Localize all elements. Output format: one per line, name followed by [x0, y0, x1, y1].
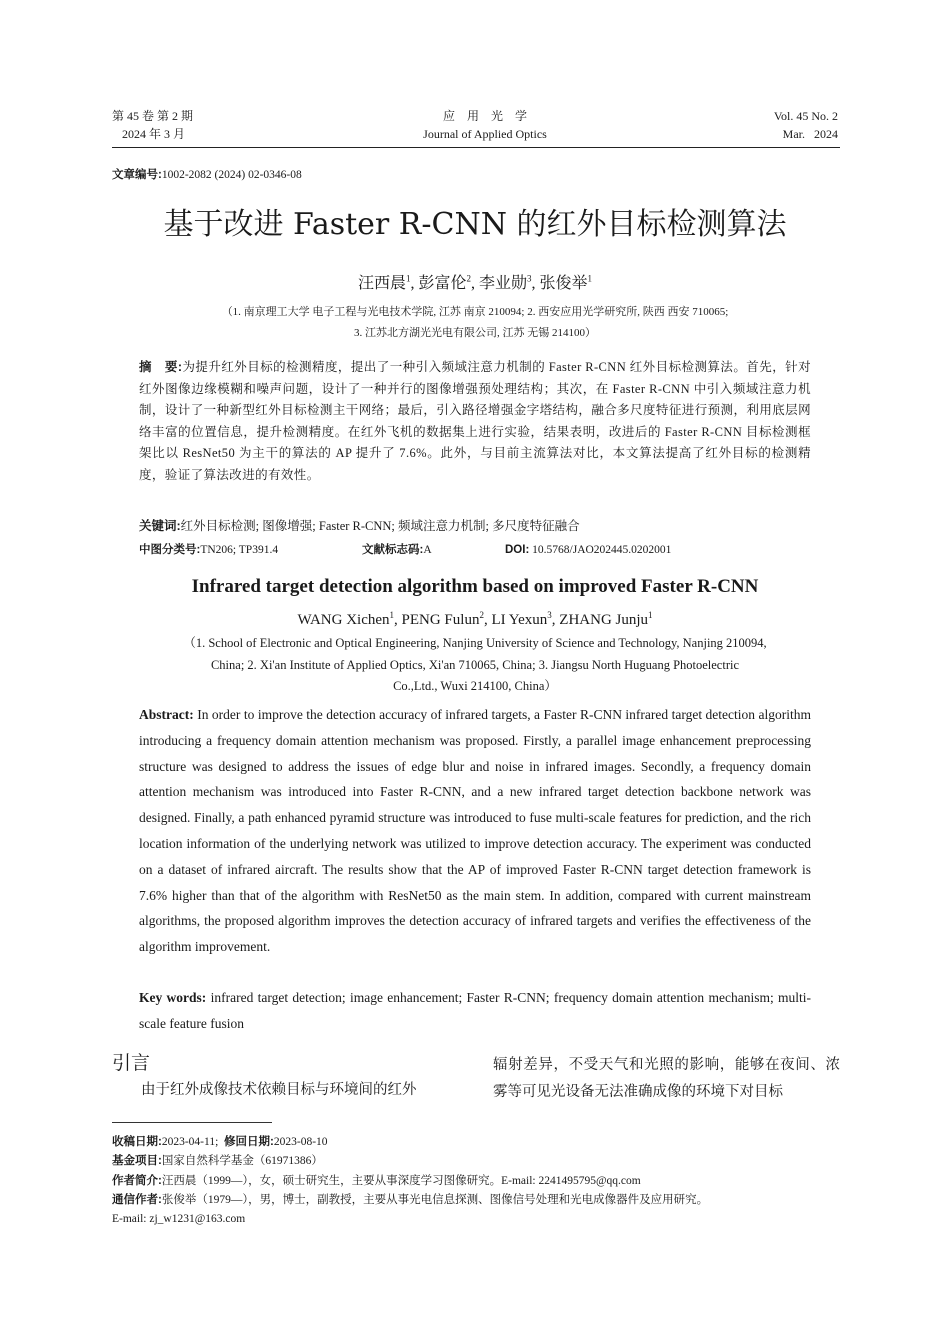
author-affil-marker: 1 — [405, 273, 411, 284]
footnote-corresponding — [112, 1191, 840, 1210]
footnote-author — [112, 1172, 840, 1191]
paper-title-en: Infrared target detection algorithm based on improved Faster R-CNN — [191, 576, 759, 597]
author-affil-marker: 3 — [527, 273, 532, 284]
volume-en: Vol. 45 No. 2 — [773, 109, 838, 123]
affiliation-line: 3. 江苏北方湖光光电有限公司, 江苏 无锡 214100） — [354, 327, 596, 339]
author-separator: , — [551, 612, 560, 628]
author-name: LI Yexun — [491, 612, 548, 628]
author-separator: , — [483, 612, 492, 628]
clc-value: TN206; TP391.4 — [200, 544, 279, 556]
author-affil-marker: 2 — [479, 610, 484, 620]
affiliation-line: （1. 南京理工大学 电子工程与光电技术学院, 江苏 南京 210094; 2. 西安应用光学研究所, 陕西 西安 710065; — [221, 306, 729, 318]
corresponding-email[interactable]: E-mail: zj_w1231@163.com — [112, 1213, 246, 1226]
author-separator: , — [531, 275, 536, 292]
author-bio-label: 作者简介: — [112, 1174, 162, 1187]
header-rule — [112, 147, 840, 148]
intro-left-column: 由于红外成像技术依赖目标与环境间的红外 — [141, 1082, 417, 1098]
fund-value: 国家自然科学基金（61971386） — [161, 1155, 323, 1168]
received-value: 2023-04-11; — [161, 1136, 219, 1148]
author-name: PENG Fulun — [401, 612, 480, 628]
author-separator: , — [471, 275, 475, 292]
keywords-cn — [139, 516, 811, 537]
header-right — [774, 107, 838, 143]
abstract-cn-text: 为提升红外目标的检测精度，提出了一种引入频域注意力机制的 Faster R-CNN 红外目标检测算法。首先，针对红外图像边缘模糊和噪声问题，设计了一种并行的图像增强预处理结构；其次，在 Faster R-CNN 中引入频域注意力机制，设计了一种新型红外目标检测主干网络；最后，引入路径增强金字塔结构，融合多尺度特征进行预测，利用底层网络丰富的位置信息，提升检测精度。在红外飞机的数据集上进行实验，结果表明，改进后的 Faster R-CNN 目标检测框架比以 ResNet50 为主干的算法的 AP 提升了 7.6%。此外，与目前主流算法对比，本文算法提高了红外目标的检测精度，验证了算法改进的有效性。 — [139, 360, 811, 482]
volume-cn: 第 45 卷 第 2 期 — [112, 109, 194, 123]
author-bio-value: 汪西晨（1999—），女，硕士研究生，主要从事深度学习图像研究。E-mail: 2241495795@qq.com — [161, 1174, 641, 1187]
keywords-en-label: Key words: — [139, 990, 207, 1005]
abstract-cn-label: 摘 要: — [139, 360, 183, 374]
footnote-rule — [112, 1122, 272, 1123]
date-en: Mar. 2024 — [782, 127, 838, 141]
clc-number — [139, 542, 278, 558]
header-center — [340, 107, 630, 143]
abstract-cn — [139, 357, 811, 487]
author-separator: , — [394, 612, 402, 628]
revised-value: 2023-08-10 — [273, 1136, 328, 1148]
header-left — [112, 107, 193, 143]
document-code — [362, 542, 432, 558]
date-cn: 2024 年 3 月 — [122, 127, 186, 141]
author-affil-marker: 3 — [547, 610, 552, 620]
author-name: 李业勋 — [479, 275, 528, 292]
keywords-en-text: infrared target detection; image enhancement; Faster R-CNN; frequency domain attention mechanism; multi-scale feature fusion — [139, 990, 811, 1031]
affiliation-line: Co.,Ltd., Wuxi 214100, China） — [393, 679, 557, 693]
revised-label: 修回日期: — [224, 1136, 274, 1148]
section-heading-intro: 引言 — [112, 1052, 151, 1074]
footnotes — [112, 1133, 840, 1229]
keywords-cn-label: 关键词: — [139, 519, 181, 533]
doi — [505, 542, 671, 558]
affiliation-line: （1. School of Electronic and Optical Engineering, Nanjing University of Science and Technology, Nanjing 210094, — [183, 636, 767, 650]
author-affil-marker: 1 — [587, 273, 593, 284]
journal-name-cn: 应用光学 — [442, 109, 539, 123]
paper-title-cn: 基于改进 Faster R-CNN 的红外目标检测算法 — [163, 207, 787, 242]
author-name: WANG Xichen — [297, 612, 390, 628]
author-name: 张俊举 — [539, 275, 588, 292]
author-list-cn — [0, 270, 950, 293]
corresponding-label: 通信作者: — [112, 1193, 162, 1206]
document-code-value: A — [423, 544, 432, 556]
received-label: 收稿日期: — [112, 1136, 162, 1148]
abstract-en — [139, 702, 811, 960]
author-separator: , — [410, 275, 415, 292]
clc-label: 中图分类号: — [139, 544, 201, 556]
footnote-fund — [112, 1152, 840, 1171]
article-number-label: 文章编号: — [112, 169, 162, 181]
doi-label: DOI: — [505, 544, 530, 556]
keywords-en — [139, 985, 811, 1037]
intro-right-column: 辐射差异，不受天气和光照的影响，能够在夜间、浓雾等可见光设备无法准确成像的环境下对目标 — [493, 1057, 840, 1100]
affiliations-en — [145, 633, 805, 698]
fund-label: 基金项目: — [112, 1155, 162, 1168]
abstract-en-label: Abstract: — [139, 707, 194, 722]
affiliations-cn — [150, 302, 800, 344]
author-name: ZHANG Junju — [559, 612, 649, 628]
author-affil-marker: 1 — [648, 610, 653, 620]
author-affil-marker: 2 — [466, 273, 471, 284]
document-code-label: 文献标志码: — [362, 544, 424, 556]
doi-value[interactable]: 10.5768/JAO202445.0202001 — [532, 544, 672, 556]
keywords-cn-text: 红外目标检测; 图像增强; Faster R-CNN; 频域注意力机制; 多尺度特征融合 — [180, 519, 580, 533]
journal-name-en: Journal of Applied Optics — [423, 127, 547, 141]
article-number — [112, 166, 302, 182]
author-affil-marker: 1 — [389, 610, 395, 620]
author-list-en — [0, 610, 950, 629]
footnote-dates — [112, 1133, 840, 1152]
affiliation-line: China; 2. Xi'an Institute of Applied Optics, Xi'an 710065, China; 3. Jiangsu North Huguang Photoelectric — [210, 657, 740, 672]
author-name: 汪西晨 — [357, 275, 406, 292]
abstract-en-text: In order to improve the detection accuracy of infrared targets, a Faster R-CNN infrared target detection algorithm introducing a frequency domain attention mechanism was proposed. Firstly, a parallel image enhancement preprocessing structure was designed to address the issues of edge blur and noise in infrared images. Secondly, a frequency domain attention mechanism was introduced into Faster R-CNN, and a new infrared target detection backbone network was designed. Finally, a path enhanced pyramid structure was introduced to fuse multi-scale features for prediction, and the rich location information of the underlying network was utilized to improve detection accuracy. The experiment was conducted on a dataset of infrared aircraft. The results show that the AP of improved Faster R-CNN target detection framework is 7.6% higher than that of the algorithm with ResNet50 as the main stem. In addition, compared with current mainstream algorithms, the proposed algorithm improves the detection accuracy of infrared targets and verifies the effectiveness of the algorithm improvement. — [139, 707, 811, 955]
corresponding-value: 张俊举（1979—），男，博士，副教授，主要从事光电信息探测、图像信号处理和光电成像器件及应用研究。 — [161, 1193, 709, 1206]
article-number-value: 1002-2082 (2024) 02-0346-08 — [161, 169, 302, 181]
author-name: 彭富伦 — [418, 275, 467, 292]
